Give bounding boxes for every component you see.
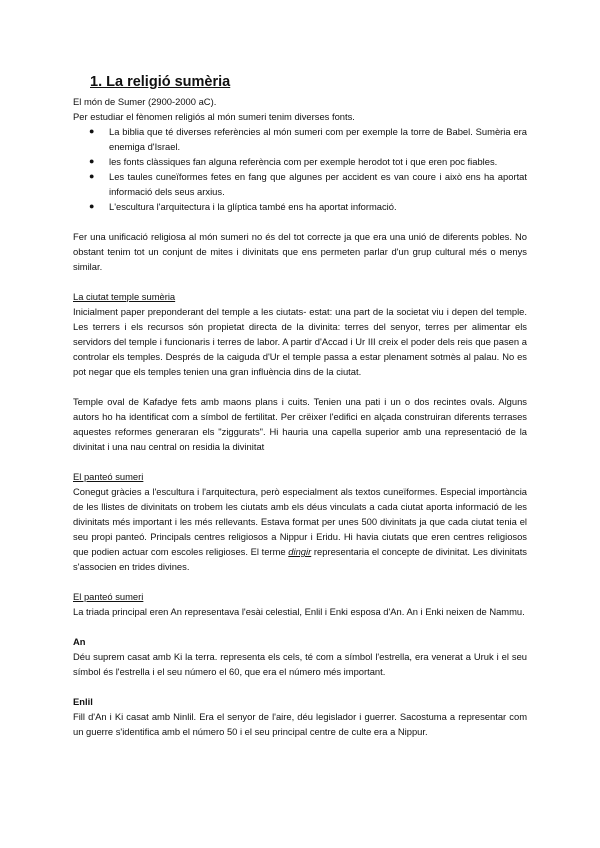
page-title: 1. La religió sumèria: [90, 74, 231, 90]
panteo-paragraph: Conegut gràcies a l'escultura i l'arquitectura, però especialment als textos cuneïformes. Especial importància de les llistes de divinitats on trobem les ciutats amb els déus vinculats a cada ciutat aporta informació de les divinitats més important i les més rellevants. Estava format per unes 500 divinitats ja que cada ciutat tenia el seu propi panteó. Principals centres religiosos a Nippur i Eridu. Hi havia ciutats que eren centres religiosos que podien actuar com escoles religioses. El terme dingir representaria el concepte de divinitat. Les divinitats s'associen en trides divines.: [73, 486, 527, 572]
intro-sources: Per estudiar el fènomen religiós al món sumeri tenim diverses fonts.: [73, 111, 355, 122]
title-container: [73, 0, 527, 92]
ciutat-temple-paragraph-1: Inicialment paper preponderant del temple a les ciutats- estat: una part de la societat viu i depen del temple. Les terrers i els recursos són propietat directa de la divinita: terres del senyor, terres per alimentar els servidors del temple i funcionaris i terres de labor. A partir d'Accad i Ur III creix el poder dels reis que pasen a controlar els temples. Després de la caiguda d'Ur el temple passa a estar plenament sotmès al palau. No es pot negar que els temples tenien una gran influència dins de la ciutat.: [73, 306, 527, 377]
spacer: [73, 214, 527, 229]
bullet-icon: ●: [89, 126, 95, 136]
bullet-icon: ●: [89, 201, 95, 211]
spacer: [73, 574, 527, 589]
ciutat-temple-paragraph-2: Temple oval de Kafadye fets amb maons plans i cuits. Tenien una pati i un o dos recintes ovals. Alguns autors ho ha identificat com a símbol de fertilitat. Per crëixer l'edifici en alçada construiran diferents terrases aquestes reformes generaran els "ziggurats". Hi hauria una capella superior amb una representació de la divinitat i una nau central on residia la divinitat: [73, 396, 527, 452]
an-paragraph: Déu suprem casat amb Ki la terra. representa els cels, té com a símbol l'estrella, era venerat a Uruk i el seu símbol és l'estrella i el seu número el 60, que era el número més important.: [73, 651, 527, 677]
spacer: [73, 274, 527, 289]
spacer: [73, 379, 527, 394]
section-heading-ciutat-temple: La ciutat temple sumèria: [73, 291, 176, 302]
spacer: [73, 454, 527, 469]
bullet-icon: ●: [89, 156, 95, 166]
triada-paragraph: La triada principal eren An representava l'esài celestial, Enlil i Enki esposa d'An. An i Enki neixen de Nammu.: [73, 606, 525, 617]
list-item: ● les fonts clàssiques fan alguna referència com per exemple herodot tot i que eren poc fiables.: [89, 156, 498, 167]
section-heading-panteo: El panteó sumeri: [73, 471, 144, 482]
spacer: [73, 619, 527, 634]
enlil-paragraph: Fill d'An i Ki casat amb Ninlil. Era el senyor de l'aire, déu legislador i guerrer. Sacostuma a representar com un guerre s'identifica amb el número 50 i el seu principal centre de culte era a Nippur.: [73, 711, 527, 737]
section-heading-panteo-2: El panteó sumeri: [73, 591, 144, 602]
term-dingir: dingir: [288, 546, 312, 557]
section-heading-an: An: [73, 636, 86, 647]
list-item: ● L'escultura l'arquitectura i la glíptica també ens ha aportat informació.: [89, 201, 397, 212]
unification-paragraph: Fer una unificació religiosa al món sumeri no és del tot correcte ja que era una unió de diferents pobles. No obstant tenim tot un conjunt de mites i divinitats que ens permeten parlar d'un grup cultural més o menys similar.: [73, 231, 527, 272]
bullet-icon: ●: [89, 171, 95, 181]
sources-list: [73, 124, 527, 214]
spacer: [73, 679, 527, 694]
list-item: ● La biblia que té diverses referències al món sumeri com per exemple la torre de Babel. Sumèria era enemiga d'Israel.: [89, 126, 527, 152]
list-item: ● Les taules cuneïformes fetes en fang que algunes per accident es van coure i això ens ha aportat informació dels seus arxius.: [89, 171, 527, 197]
intro-period: El món de Sumer (2900-2000 aC).: [73, 96, 217, 107]
section-heading-enlil: Enlil: [73, 696, 93, 707]
